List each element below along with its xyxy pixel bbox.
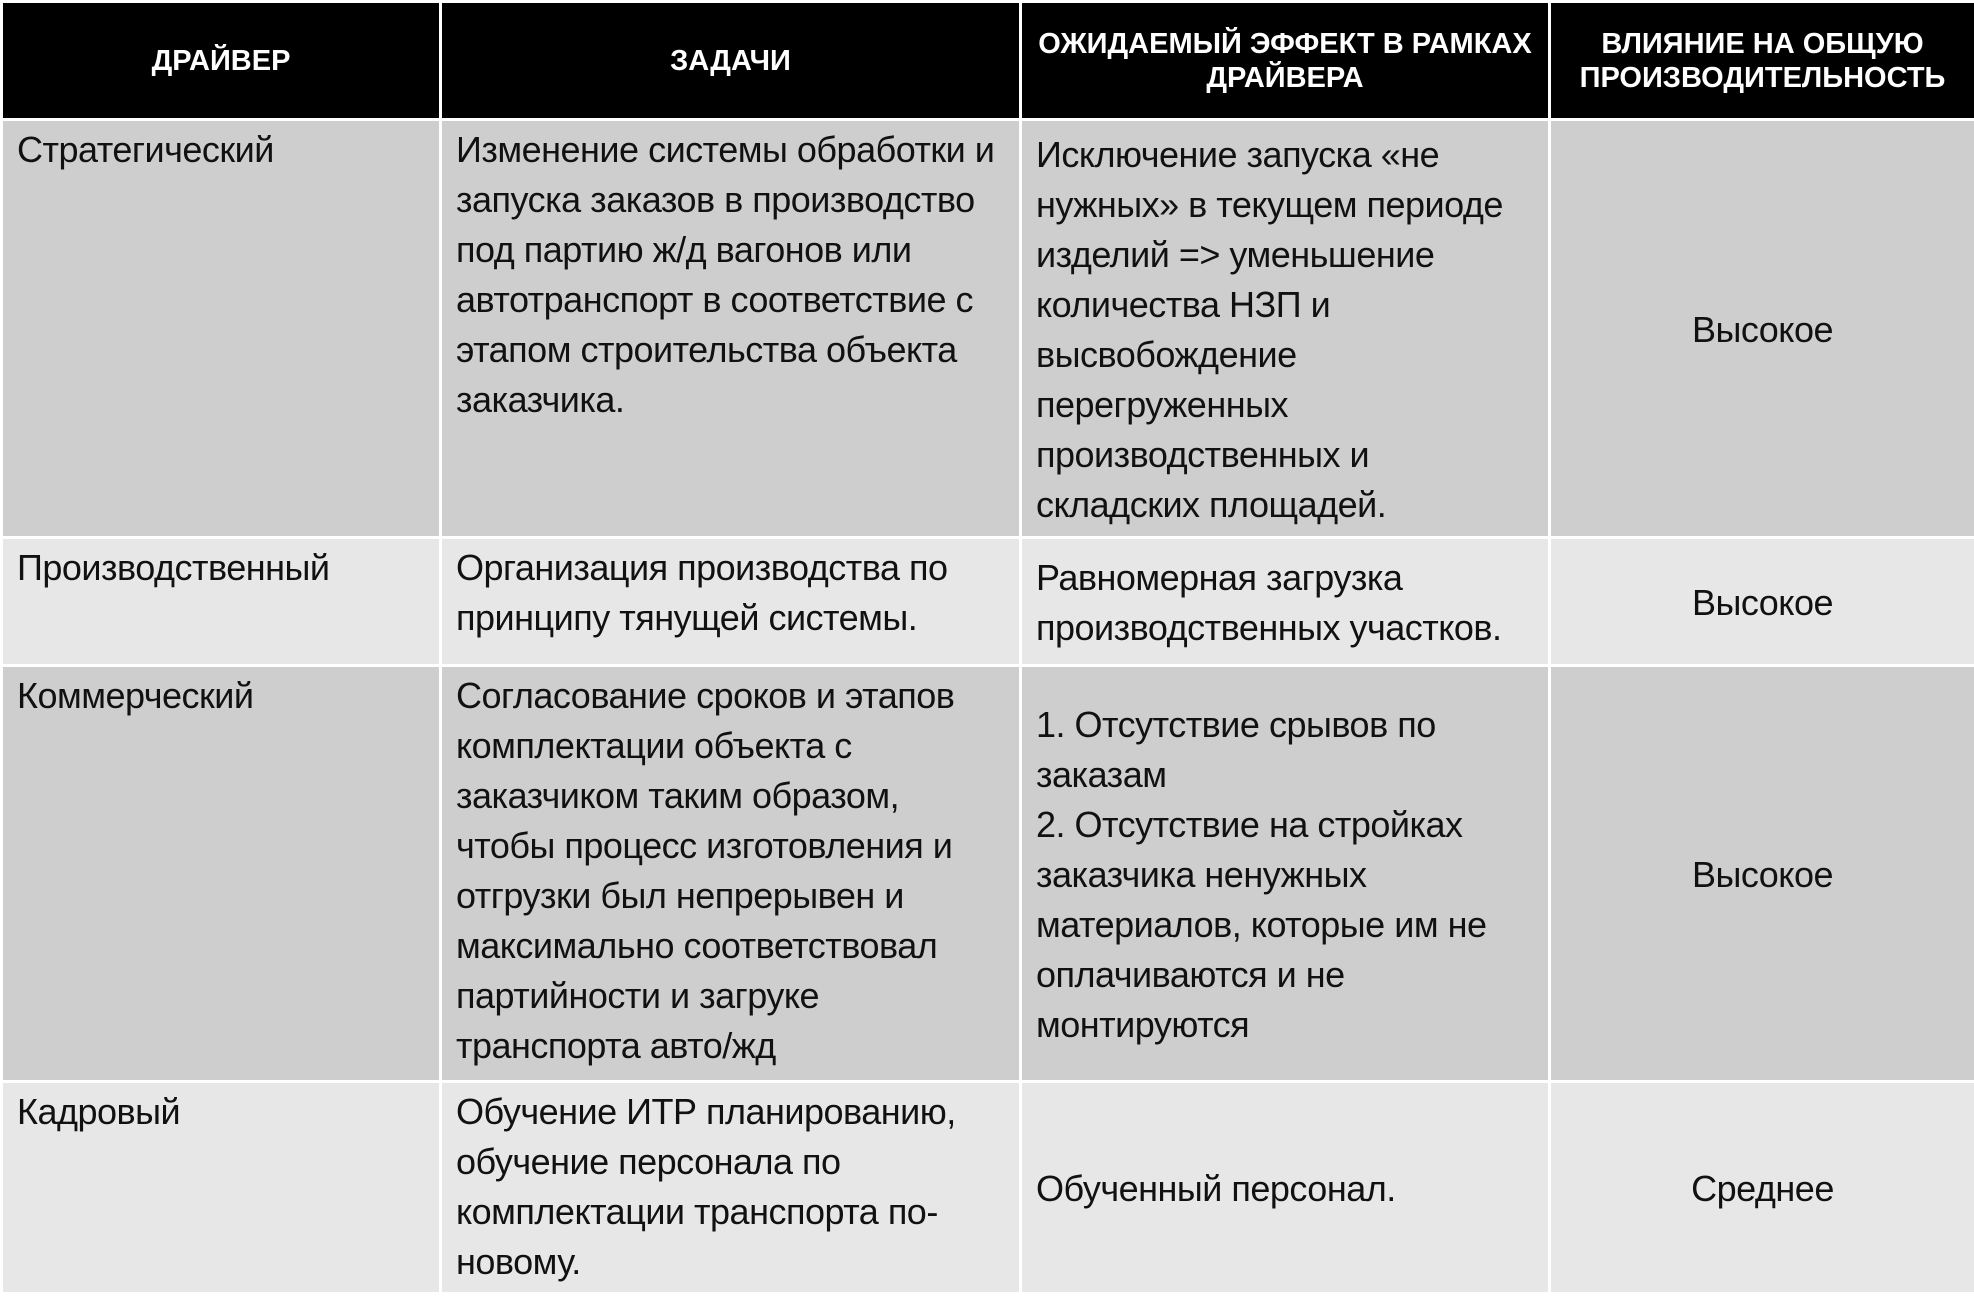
effect-cell: 1. Отсутствие срывов по заказам 2. Отсутствие на стройках заказчика ненужных материалов, которые им не оплачиваются и не монтируются (1021, 666, 1550, 1082)
impact-cell: Среднее (1550, 1082, 1974, 1294)
table-row (2, 538, 1974, 666)
effect-cell: Обученный персонал. (1021, 1082, 1550, 1294)
impact-cell: Высокое (1550, 666, 1974, 1082)
task-cell: Обучение ИТР планированию, обучение персонала по комплектации транспорта по-новому. (441, 1082, 1021, 1294)
task-cell: Согласование сроков и этапов комплектации объекта с заказчиком таким образом, чтобы процесс изготовления и отгрузки был непрерывен и максимально соответствовал партийности и загруке транспорта авто/жд (441, 666, 1021, 1082)
task-cell: Изменение системы обработки и запуска заказов в производство под партию ж/д вагонов или автотранспорт в соответствие с этапом строительства объекта заказчика. (441, 120, 1021, 538)
header-overall-impact: ВЛИЯНИЕ НА ОБЩУЮ ПРОИЗВОДИТЕЛЬНОСТЬ (1550, 2, 1974, 120)
impact-cell: Высокое (1550, 538, 1974, 666)
driver-cell: Коммерческий (2, 666, 441, 1082)
header-expected-effect: ОЖИДАЕМЫЙ ЭФФЕКТ В РАМКАХ ДРАЙВЕРА (1021, 2, 1550, 120)
driver-cell: Производственный (2, 538, 441, 666)
header-tasks: ЗАДАЧИ (441, 2, 1021, 120)
driver-cell: Стратегический (2, 120, 441, 538)
impact-cell: Высокое (1550, 120, 1974, 538)
table-row (2, 120, 1974, 538)
header-driver: ДРАЙВЕР (2, 2, 441, 120)
table-header (2, 2, 1974, 120)
table-body (2, 120, 1974, 1294)
driver-cell: Кадровый (2, 1082, 441, 1294)
header-row (2, 2, 1974, 120)
table-row (2, 1082, 1974, 1294)
effect-cell: Равномерная загрузка производственных участков. (1021, 538, 1550, 666)
effect-cell: Исключение запуска «не нужных» в текущем периоде изделий => уменьшение количества НЗП и высвобождение перегруженных производственных и складских площадей. (1021, 120, 1550, 538)
task-cell: Организация производства по принципу тянущей системы. (441, 538, 1021, 666)
table-row (2, 666, 1974, 1082)
